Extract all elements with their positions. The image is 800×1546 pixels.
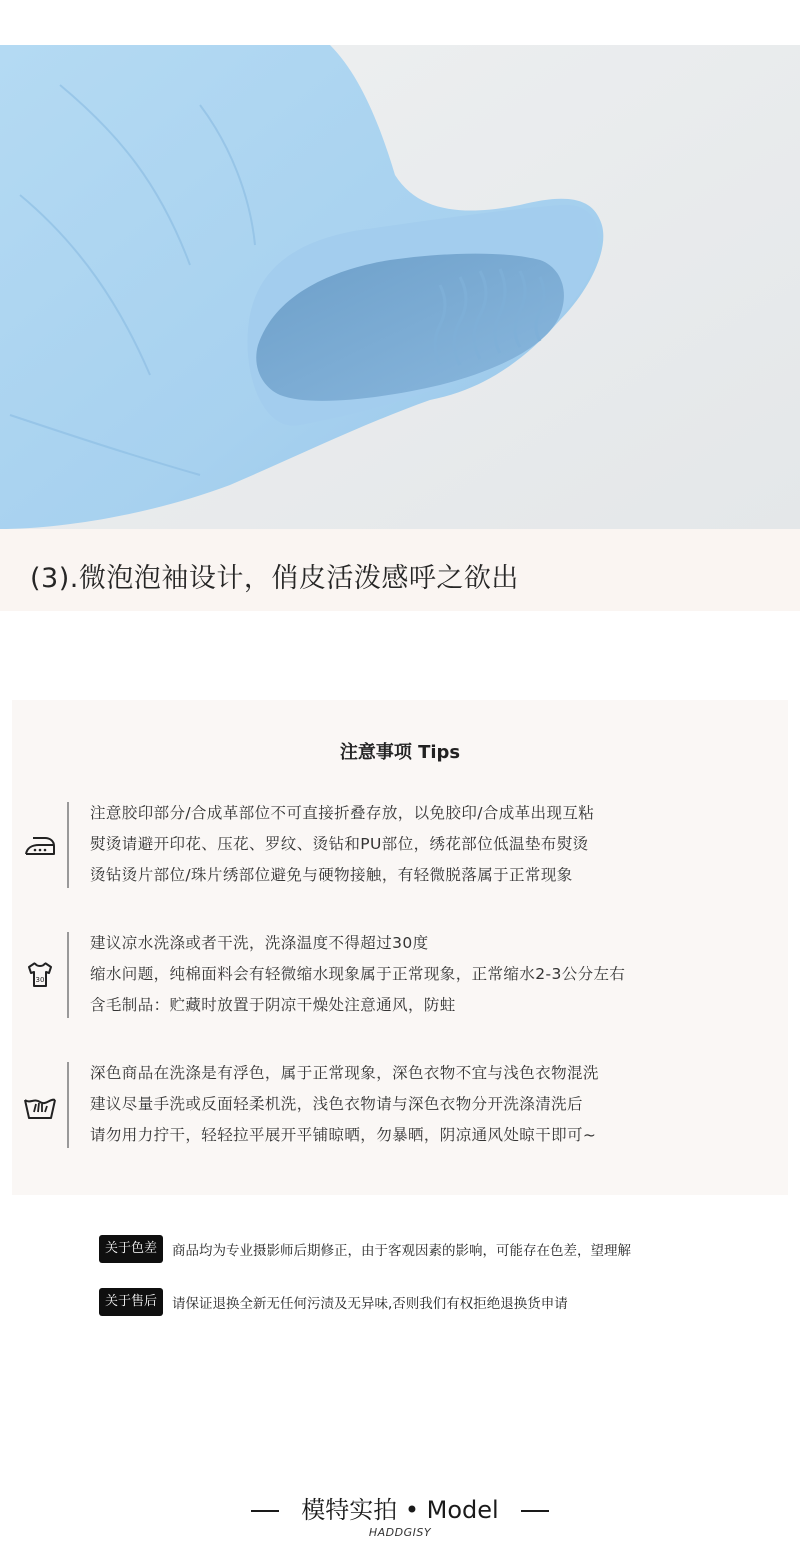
svg-text:30: 30: [35, 976, 45, 984]
product-photo: [0, 45, 800, 529]
tip-line: 熨烫请避开印花、压花、罗纹、烫钻和PU部位，绣花部位低温垫布熨烫: [90, 835, 589, 853]
notice-color-difference: [99, 1235, 631, 1263]
tip-divider: [67, 932, 69, 1018]
tip-line: 烫钻烫片部位/珠片绣部位避免与硬物接触，有轻微脱落属于正常现象: [90, 866, 573, 884]
hand-wash-icon: [20, 1086, 60, 1126]
tip-lines: [90, 798, 594, 891]
notice-after-sales: [99, 1288, 568, 1316]
notice-badge: 关于色差: [99, 1235, 163, 1263]
tip-divider: [67, 1062, 69, 1148]
puff-sleeve-illustration: [0, 45, 800, 529]
model-title-text: 模特实拍 • Model: [301, 1496, 499, 1524]
tip-line: 注意胶印部分/合成革部位不可直接折叠存放，以免胶印/合成革出现互粘: [90, 804, 595, 822]
tip-line: 请勿用力拧干，轻轻拉平展开平铺晾晒，勿暴晒，阴凉通风处晾干即可~: [90, 1126, 597, 1144]
tip-line: 建议尽量手洗或反面轻柔机洗，浅色衣物请与深色衣物分开洗涤清洗后: [90, 1095, 583, 1113]
shirt-icon: [20, 954, 60, 994]
tip-lines: [90, 928, 625, 1021]
notice-badge: 关于售后: [99, 1288, 163, 1316]
tip-line: 缩水问题，纯棉面料会有轻微缩水现象属于正常现象，正常缩水2-3公分左右: [90, 965, 626, 983]
iron-icon: [20, 826, 60, 866]
tip-lines: [90, 1058, 599, 1151]
model-section-title: [0, 1490, 800, 1525]
title-dash-left: [251, 1510, 279, 1512]
tip-line: 深色商品在洗涤是有浮色，属于正常现象，深色衣物不宜与浅色衣物混洗: [90, 1064, 599, 1082]
tip-line: 建议凉水洗涤或者干洗，洗涤温度不得超过30度: [90, 934, 429, 952]
tip-line: 含毛制品：贮藏时放置于阴凉干燥处注意通风，防蛀: [90, 996, 456, 1014]
brand-subtitle: HADDGISY: [368, 1526, 432, 1539]
notice-text: 请保证退换全新无任何污渍及无异味,否则我们有权拒绝退换货申请: [172, 1296, 568, 1312]
feature-caption: (3).微泡泡袖设计，俏皮活泼感呼之欲出: [30, 563, 519, 594]
title-dash-right: [521, 1510, 549, 1512]
tips-title: 注意事项 Tips: [339, 742, 461, 763]
tip-divider: [67, 802, 69, 888]
notice-text: 商品均为专业摄影师后期修正，由于客观因素的影响，可能存在色差，望理解: [172, 1243, 632, 1259]
